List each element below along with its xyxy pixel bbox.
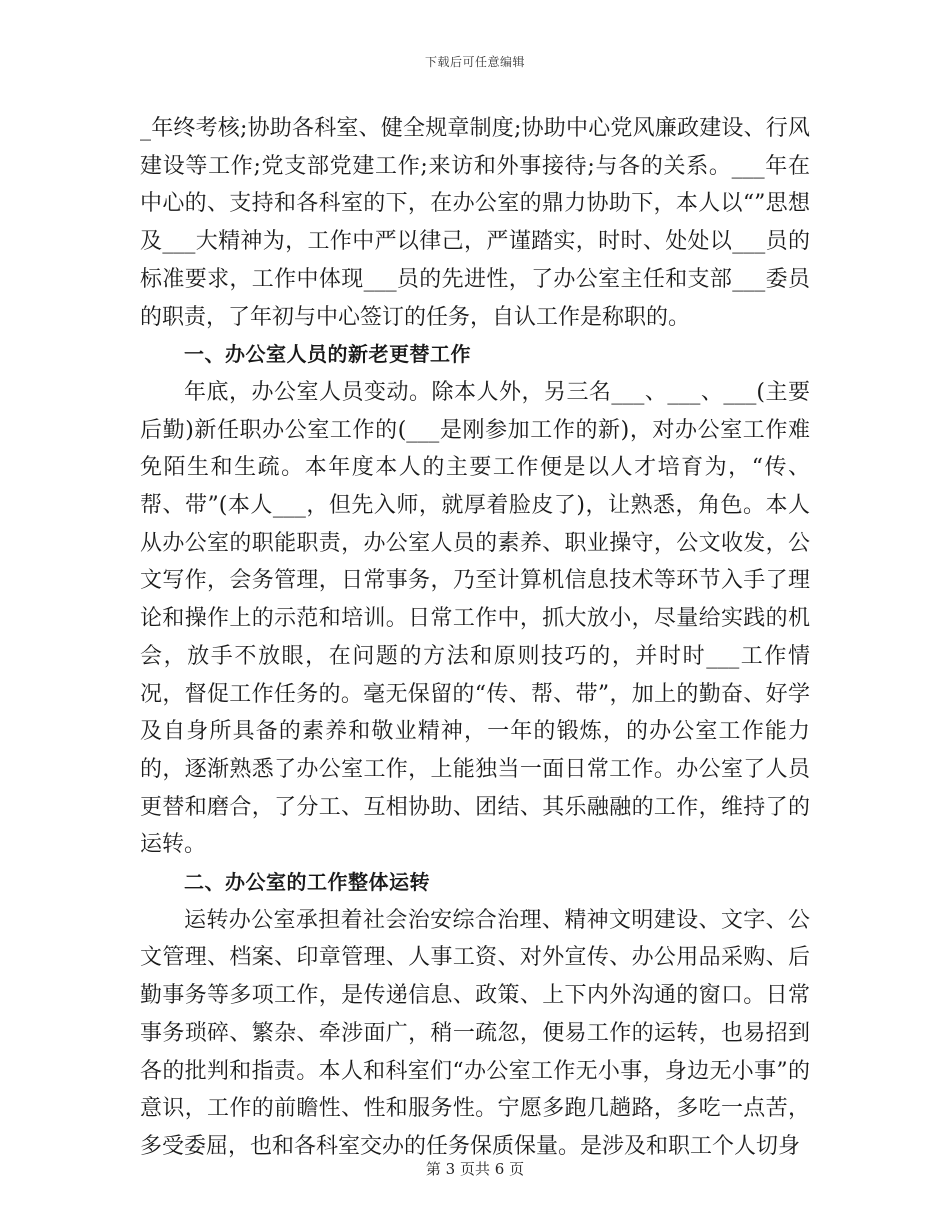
page-header: 下载后可任意编辑 [424,55,525,69]
section-heading-2: 二、办公室的工作整体运转 [184,870,430,895]
body-paragraph-3: 运转办公室承担着社会治安综合治理、精神文明建设、文字、公文管理、档案、印章管理、人事工资、对外宣传、办公用品采购、后勤事务等多项工作，是传递信息、政策、上下内外沟通的窗口。日常事务琐碎、繁杂、牵涉面广，稍一疏忽，便易工作的运转，也易招到各的批判和指责。本人和科室们“办公室工作无小事，身边无小事”的意识，工作的前瞻性、性和服务性。宁愿多跑几趟路，多吃一点苦，多受委屈，也和各科室交办的任务保质保量。是涉及和职工个人切身 [140,907,810,1159]
body-paragraph-1: _年终考核;协助各科室、健全规章制度;协助中心党风廉政建设、行风建设等工作;党支部党建工作;来访和外事接待;与各的关系。___年在中心的、支持和各科室的下，在办公室的鼎力协助下，本人以“”思想及___大精神为，工作中严以律己，严谨踏实，时时、处处以___员的标准要求，工作中体现___员的先进性，了办公室主任和支部___委员的职责，了年初与中心签订的任务，自认工作是称职的。 [140,116,810,330]
section-heading-1: 一、办公室人员的新老更替工作 [184,342,471,367]
body-paragraph-2: 年底，办公室人员变动。除本人外，另三名___、___、___(主要后勤)新任职办公室工作的(___是刚参加工作的新)，对办公室工作难免陌生和生疏。本年度本人的主要工作便是以人才培育为，“传、帮、带”(本人___，但先入师，就厚着脸皮了)，让熟悉，角色。本人从办公室的职能职责，办公室人员的素养、职业操守，公文收发，公文写作，会务管理，日常事务，乃至计算机信息技术等环节入手了理论和操作上的示范和培训。日常工作中，抓大放小，尽量给实践的机会，放手不放眼，在问题的方法和原则技巧的，并时时___工作情况，督促工作任务的。毫无保留的“传、帮、带”，加上的勤奋、好学及自身所具备的素养和敬业精神，一年的锻炼，的办公室工作能力的，逐渐熟悉了办公室工作，上能独当一面日常工作。办公室了人员更替和磨合，了分工、互相协助、团结、其乐融融的工作，维持了的运转。 [140,379,810,858]
page-number-footer: 第 3 页共 6 页 [425,1160,525,1178]
document-body [140,110,810,1166]
